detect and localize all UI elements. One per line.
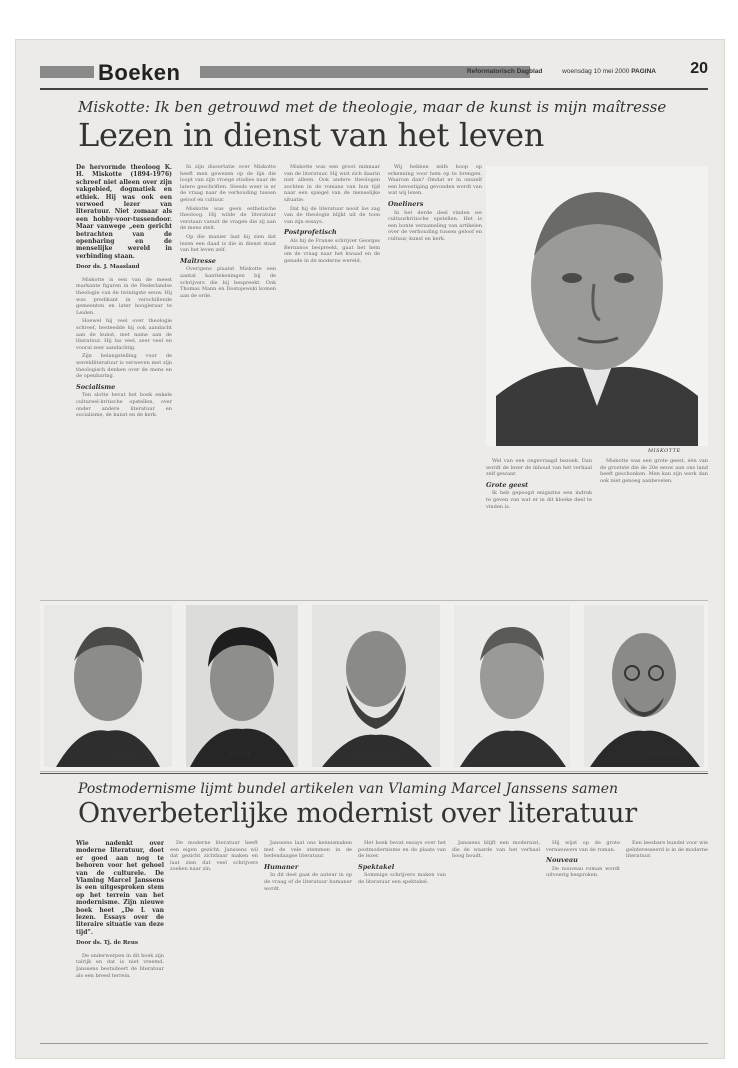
newspaper-name: Reformatorisch Dagblad [466,68,543,75]
article2-column-5: Janssens blijft een modernist, die de waarde van het verhaal hoog houdt. [452,840,540,860]
bottom-rule [40,1043,708,1044]
article1-body-text: Miskotte is een van de meest markante figuren in de Nederlandse theologie van de twintigste eeuw. Hij was predikant in verschillende gemeenten en later hoogleraar te Leiden. Hoewel hij veel over theologie schreef, besteedde hij ook aandacht aan de kunst, met name aan de literatuur. Hij las veel, zeer veel en vooral zeer aandachtig. Zijn belangstelling voor de wereldliteratuur is verweven met zijn theologisch denken over de mens en de openbaring. [76,276,172,380]
portrait-bernanos [454,605,570,767]
subhead-grote-geest: Grote geest [486,480,529,489]
subhead-postprofetisch: Postprofetisch [284,228,337,237]
section-rule [40,773,708,774]
header-bar-left [40,66,94,78]
caption-mann: MANN [114,751,134,757]
newspaper-page [16,40,724,1058]
article1-column-4: Wij hebben zelfs hoop op erkenning voor hem op te brengen. Waarom dan? Omdat er in onszelf een bevestiging gevonden wordt van wat wij lezen. Oneliners In het derde deel vinden we cultuurkritische opstellen. Het is een bonte verzameling van artikelen over de verhouding tussen geloof en cultuur, kunst en kerk. [388,164,482,242]
article1-column-5: Wel van een ongevraagd bezoek. Dan wordt de lezer de inhoud van het verhaal zelf gewaar. Grote geest Ik heb gepoogd enigszins een indruk te geven van wat er in dit kloeke deel te vinden is. [486,458,592,510]
page-header [40,50,708,90]
portrait-dostojewski [312,605,440,767]
article1-byline: Door ds. J. Maasland [76,264,140,271]
issue-date: woensdag 10 mei 2000 [562,68,630,75]
article1-column-6: Miskotte was een grote geest, één van de grootste die de 20e eeuw aan ons land heeft geschonken. Men kan zijn werk dan ook niet genoeg aanbevelen. [600,458,708,484]
article2-column-6: Hij wijst op de grote vernieuwers van de roman. Nouveau De nouveau roman wordt uitvoerig besproken. [546,840,620,879]
article1-column-3: Miskotte was een groot minnaar van de literatuur. Hij wist zich daarin niet alleen. Ook andere theologen zochten in de romans van hun tijd naar een spiegel van de menselijke situatie. Dat hij de literatuur nooit los zag van de theologie blijkt uit de toon van zijn essays. Postprofetisch Als hij de Franse schrijver Georges Bernanos bespreekt, gaat het hem om de vraag naar het kwaad en de genade in de moderne wereld. [284,164,380,264]
miskotte-caption: MISKOTTE [648,448,681,454]
section-title: Boeken [98,60,181,85]
article2-column-2: De moderne literatuur heeft een eigen gezicht. Janssens wil dat gezicht zichtbaar maken en laat zien dat veel schrijvers zoeken naar zin. [170,840,258,873]
portrait-mann [44,605,172,767]
article2-kicker: Postmodernisme lijmt bundel artikelen van Vlaming Marcel Janssens samen [78,781,619,797]
caption-tsjechov: TSJECHOV [646,751,679,757]
article2-byline: Door ds. Tj. de Reus [76,940,139,947]
portrait-kafka [186,605,298,767]
miskotte-portrait [486,166,708,446]
caption-kafka: KAFKA [230,751,251,757]
article1-column-2: In zijn dissertatie over Miskotte heeft men gewezen op de lijn die loopt van zijn vroege studies naar de latere geschriften. Steeds weer is er de vraag naar de verhouding tussen geloof en cultuur. Miskotte was geen esthetische theoloog. Hij wilde de literatuur verstaan vanuit de vragen die zij aan de mens stelt. Op die manier laat hij zien dat lezen een daad is die in dienst staat van het leven zelf. Maîtresse Overigens plaatst Miskotte een aantal kanttekeningen bij de schrijvers die hij bespreekt. Ook Thomas Mann en Dostojewski komen aan de orde. [180,164,276,299]
caption-bernanos: BERNANOS [492,751,527,757]
subhead-nouveau: Nouveau [546,856,578,865]
article2-column-1: Wie nadenkt over moderne literatuur, doet er goed aan nog te behoren voor het gehoel van de culturele. De Vlaming Marcel Janssens is een uitgesproken stem op het terrein van het modernisme. Zijn nieuwe boek heet „De L van lezen. Essays over de literaire situatie van deze tijd”. Door ds. Tj. de Reus De onderwerpen in dit boek zijn talrijk en dat is niet vreemd. Janssens bestudeert de literatuur als een breed terrein. [76,840,164,979]
author-portraits [40,601,708,771]
article2-column-3: Janssens laat ons kennismaken met de vele stemmen in de hedendaagse literatuur. Humaner In dit deel gaat de auteur in op de vraag of de literatuur humaner wordt. [264,840,352,892]
article2-headline: Onverbeterlijke modernist over literatuur [78,798,637,829]
subhead-maitresse: Maîtresse [180,256,216,265]
subhead-spektakel: Spektakel [358,862,395,871]
subhead-socialisme: Socialisme [76,382,116,391]
article1-column-1: De hervormde theoloog K. H. Miskotte (1894-1976) schreef niet alleen over zijn vakgebied, dogmatiek en ethiek. Hij was ook een verwoed lezer van literatuur. Niet zomaar als een hobby-voor-tussendoor. Maar vanwege „een gericht betrachten van de openbaring en de menselijke wereld in verbinding staan. Door ds. J. Maasland Miskotte is een van de meest markante figuren in de Nederlandse theologie van de twintigste eeuw. Hij was predikant in verschillende gemeenten en later hoogleraar te Leiden. Hoewel hij veel over theologie schreef, besteedde hij ook aandacht aan de kunst, met name aan de literatuur. Hij las veel, zeer veel en vooral zeer aandachtig. Zijn belangstelling voor de wereldliteratuur is verweven met zijn theologisch denken over de mens en de openbaring. Socialisme Ten slotte bevat het boek enkele cultureel-kritische opstellen, over onder andere literatuur en socialisme, de kunst en de kerk. [76,164,172,419]
article2-column-7: Een leesbare bundel voor wie geïnteresseerd is in de moderne literatuur. [626,840,708,860]
subhead-humaner: Humaner [264,862,299,871]
portrait-tsjechov [584,605,704,767]
article1-lead: De hervormde theoloog K. H. Miskotte (1894-1976) schreef niet alleen over zijn vakgebied, dogmatiek en ethiek. Hij was ook een verwoed lezer van literatuur. Niet zomaar als een hobby-voor-tussendoor. Maar vanwege „een gericht betrachten van de openbaring en de menselijke wereld in verbinding staan. [76,164,172,260]
page-label: PAGINA [631,68,656,75]
page-number: 20 [690,60,708,77]
article2-lead: Wie nadenkt over moderne literatuur, doet er goed aan nog te behoren voor het gehoel van de culturele. De Vlaming Marcel Janssens is een uitgesproken stem op het terrein van het modernisme. Zijn nieuwe boek heet „De L van lezen. Essays over de literaire situatie van deze tijd”. [76,840,164,936]
header-meta [467,68,674,75]
article1-kicker: Miskotte: Ik ben getrouwd met de theologie, maar de kunst is mijn maîtresse [78,98,667,116]
article1-headline: Lezen in dienst van het leven [78,116,545,154]
caption-dostojewski: DOSTOJEWSKI [354,751,399,757]
subhead-oneliners: Oneliners [388,199,424,208]
article2-column-4: Het boek bevat essays over het postmodernisme en de plaats van de lezer. Spektakel Sommige schrijvers maken van de literatuur een spektakel. [358,840,446,885]
miskotte-photo [486,166,708,446]
author-photo-strip [40,600,708,772]
